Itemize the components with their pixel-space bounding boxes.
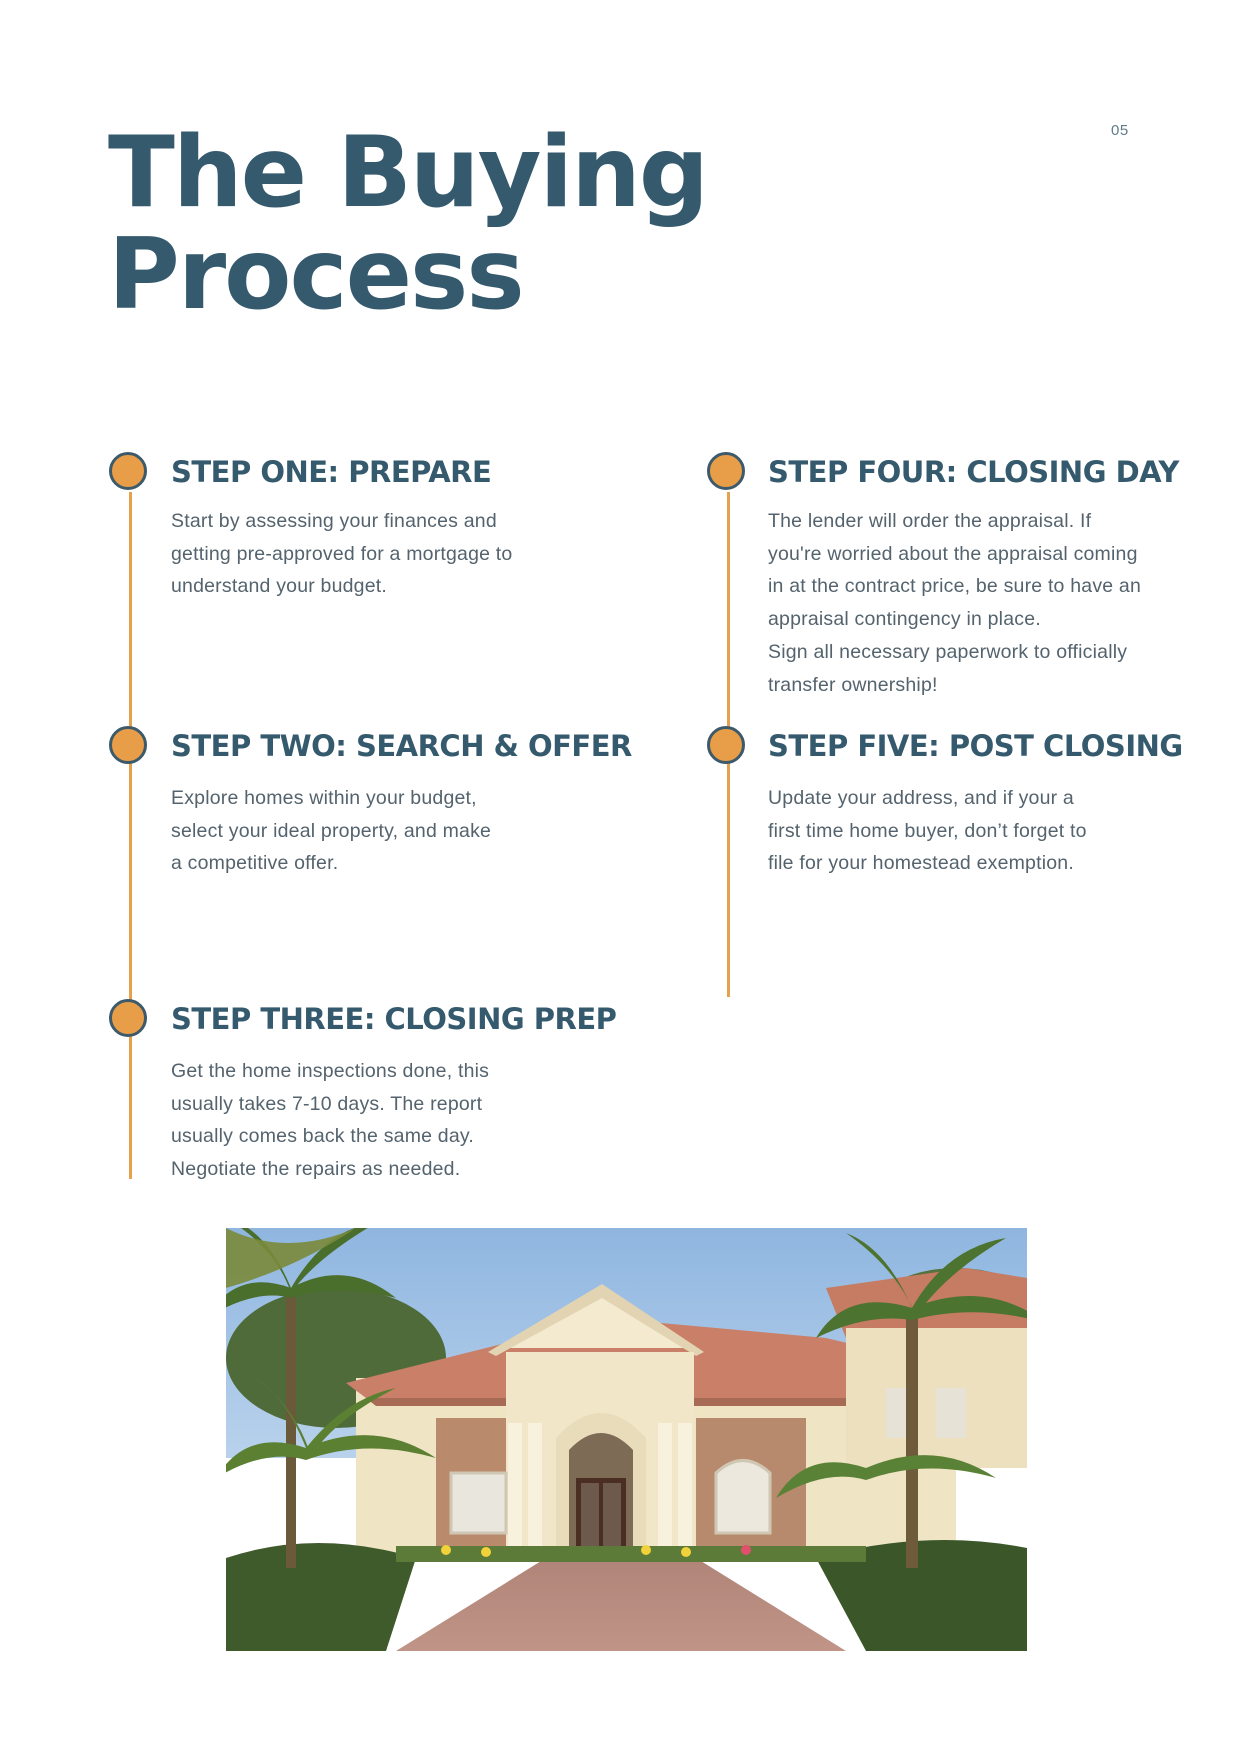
step-one-description — [171, 505, 512, 603]
step-two-line: a competitive offer. — [171, 852, 339, 875]
page-title-line-2: Process — [108, 218, 523, 332]
step-four-line: appraisal contingency in place. — [768, 608, 1041, 631]
step-four-line: in at the contract price, be sure to have an — [768, 575, 1142, 598]
step-five-description — [768, 782, 1087, 880]
step-two-line: Explore homes within your budget, — [171, 787, 477, 809]
timeline-line-left — [129, 492, 132, 1179]
step-four-line: transfer ownership! — [768, 673, 938, 696]
step-one-line: getting pre-approved for a mortgage to — [171, 542, 513, 565]
step-one-dot-icon — [109, 452, 147, 490]
step-five-title: STEP FIVE: POST CLOSING — [768, 729, 1183, 763]
step-three-line: Negotiate the repairs as needed. — [171, 1158, 461, 1181]
step-three-line: Get the home inspections done, this — [171, 1060, 490, 1082]
page-number: 05 — [1111, 122, 1129, 139]
step-five-line: first time home buyer, don’t forget to — [768, 819, 1087, 842]
step-five-line: file for your homestead exemption. — [768, 852, 1074, 875]
step-four-dot-icon — [707, 452, 745, 490]
page-title — [108, 116, 708, 332]
step-three-line: usually takes 7-10 days. The report — [171, 1092, 483, 1115]
step-four-description — [768, 505, 1141, 701]
step-two-dot-icon — [109, 726, 147, 764]
step-four-line: Sign all necessary paperwork to officially — [768, 640, 1128, 663]
step-four-line: The lender will order the appraisal. If — [768, 510, 1092, 532]
house-illustration — [226, 1228, 1027, 1651]
step-three-line: usually comes back the same day. — [171, 1125, 475, 1148]
house-photo — [226, 1228, 1027, 1651]
step-four-title: STEP FOUR: CLOSING DAY — [768, 455, 1179, 489]
step-five-dot-icon — [707, 726, 745, 764]
step-three-description — [171, 1055, 489, 1186]
step-one-title: STEP ONE: PREPARE — [171, 455, 492, 489]
page-title-line-1: The Buying — [108, 116, 708, 230]
step-two-line: select your ideal property, and make — [171, 819, 492, 842]
step-four-line: you're worried about the appraisal coming — [768, 542, 1138, 565]
step-one-line: understand your budget. — [171, 575, 388, 598]
step-five-line: Update your address, and if your a — [768, 787, 1074, 809]
step-two-description — [171, 782, 491, 880]
step-two-title: STEP TWO: SEARCH & OFFER — [171, 729, 632, 763]
step-one-line: Start by assessing your finances and — [171, 510, 497, 532]
step-three-title: STEP THREE: CLOSING PREP — [171, 1002, 617, 1036]
step-three-dot-icon — [109, 999, 147, 1037]
